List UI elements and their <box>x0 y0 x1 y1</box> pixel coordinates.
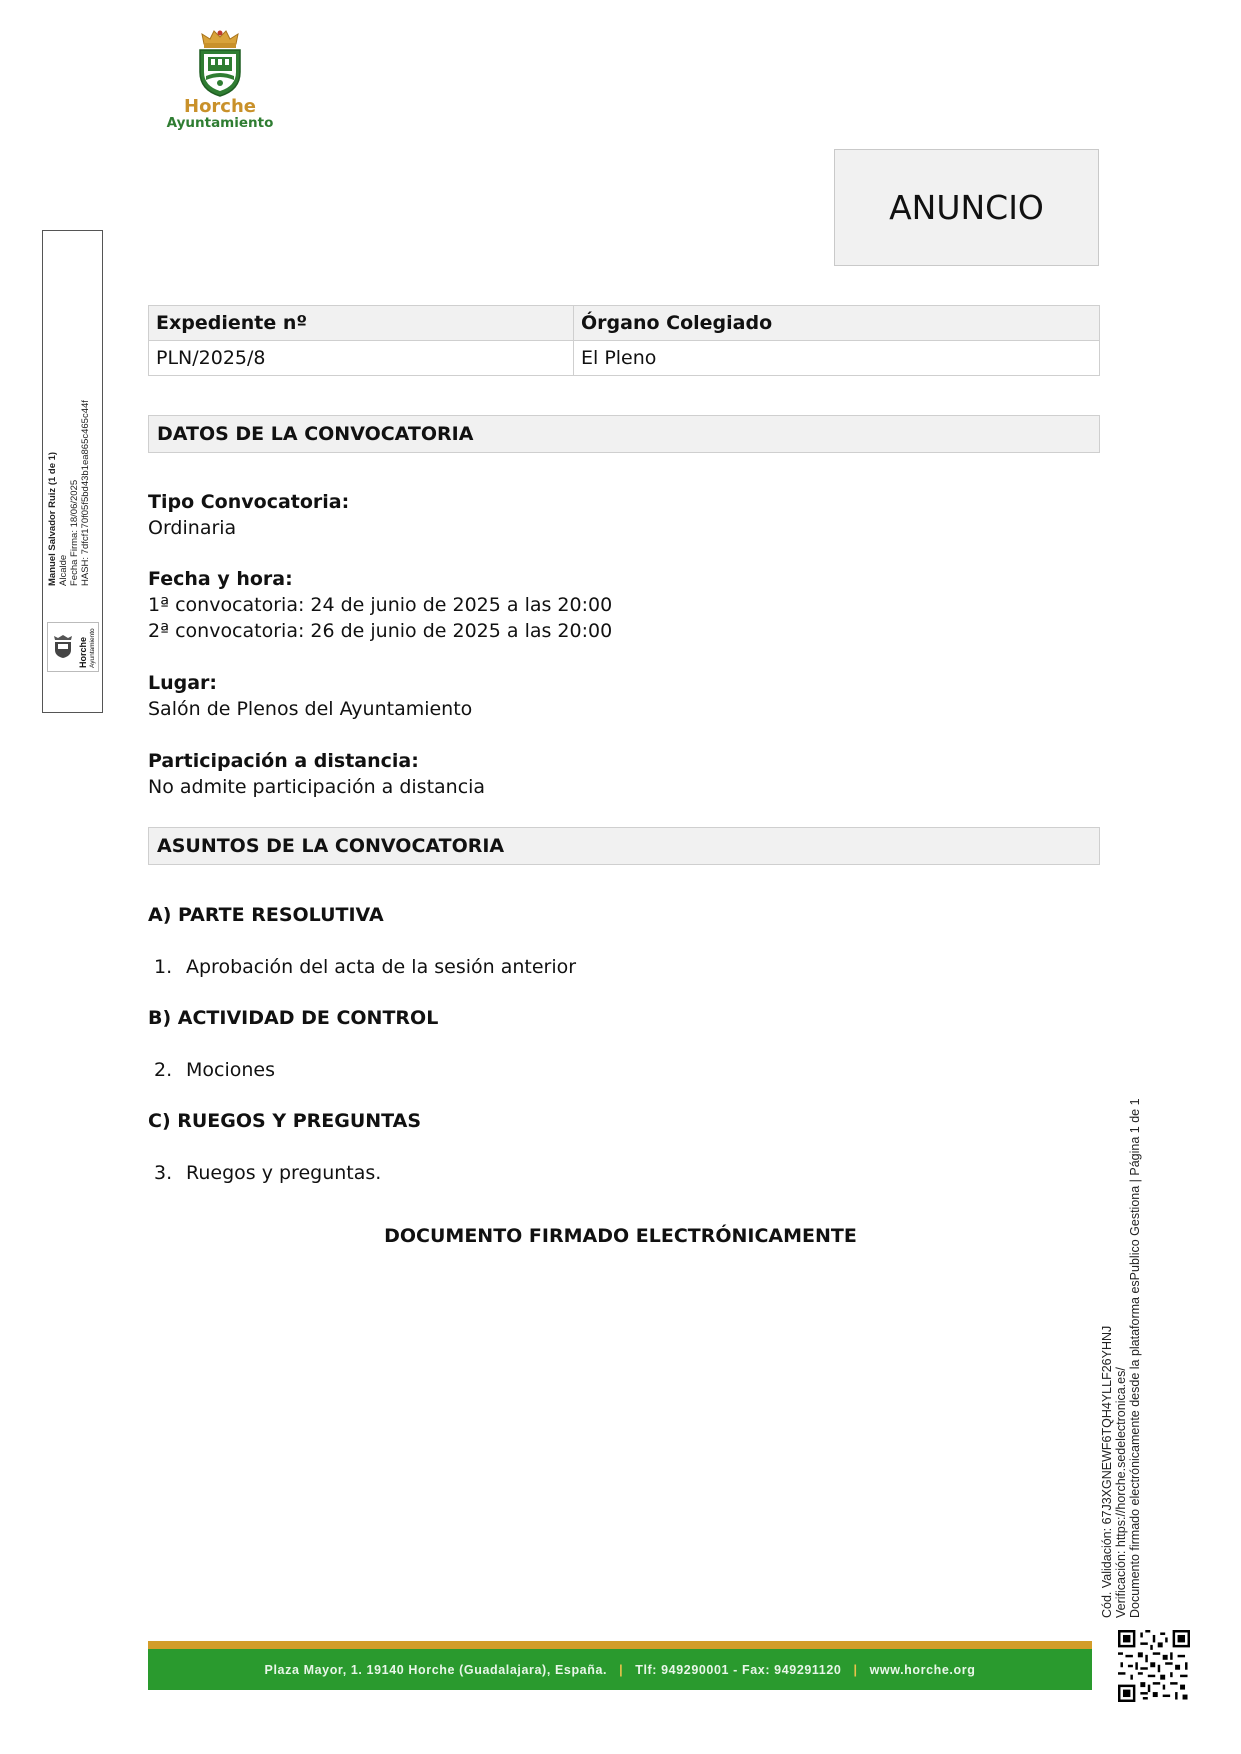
cell-organo: El Pleno <box>574 341 1100 376</box>
fecha-label: Fecha y hora: <box>148 568 293 590</box>
seal-emblem-icon <box>52 635 74 659</box>
cell-expediente: PLN/2025/8 <box>149 341 574 376</box>
tipo-value: Ordinaria <box>148 517 237 539</box>
list-item <box>0 954 1241 980</box>
list-item <box>0 1160 1241 1186</box>
footer-accent-bar <box>148 1641 1092 1649</box>
signature-seal <box>47 622 99 672</box>
footer-phone: Tlf: 949290001 - Fax: 949291120 <box>635 1662 842 1677</box>
participacion-value: No admite participación a distancia <box>148 776 486 798</box>
coat-of-arms-icon <box>192 28 248 98</box>
item-number: 3. <box>154 1162 173 1184</box>
logo-name: Horche <box>184 96 256 117</box>
fecha-second: 2ª convocatoria: 26 de junio de 2025 a las 20:00 <box>148 620 613 642</box>
footer-separator: | <box>619 1662 624 1677</box>
item-number: 1. <box>154 956 173 978</box>
table-row <box>149 341 1100 376</box>
validation-url: Verificación: https://horche.sedelectronica.es/ <box>1114 1367 1128 1618</box>
qr-code-icon <box>1118 1630 1190 1702</box>
document-title: ANUNCIO <box>834 149 1099 266</box>
header-expediente: Expediente nº <box>149 306 574 341</box>
signer-name: Manuel Salvador Ruiz (1 de 1) <box>47 451 58 586</box>
logo-subtitle: Ayuntamiento <box>166 115 274 131</box>
section-asuntos-heading: ASUNTOS DE LA CONVOCATORIA <box>148 827 1100 865</box>
validation-platform: Documento firmado electrónicamente desde la plataforma esPublico Gestiona | Página 1 de 1 <box>1128 1098 1142 1618</box>
section-datos-heading: DATOS DE LA CONVOCATORIA <box>148 415 1100 453</box>
signer-role: Alcalde <box>58 554 69 586</box>
fecha-first: 1ª convocatoria: 24 de junio de 2025 a las 20:00 <box>148 594 613 616</box>
signed-notice: DOCUMENTO FIRMADO ELECTRÓNICAMENTE <box>384 1225 857 1247</box>
item-label: Aprobación del acta de la sesión anterior <box>186 956 577 978</box>
header-organo: Órgano Colegiado <box>574 306 1100 341</box>
table-header-row <box>149 306 1100 341</box>
municipal-logo <box>165 28 275 136</box>
expediente-table <box>148 305 1100 376</box>
validation-code: Cód. Validación: 67J3XGNEWF6TQH4YLLF26YHNJ <box>1100 1325 1114 1618</box>
signature-date: Fecha Firma: 18/06/2025 <box>69 479 80 586</box>
part-heading: A) PARTE RESOLUTIVA <box>148 904 384 926</box>
signature-hash: HASH: 7dfcf170f05f5bd43b1ea865c465c44f <box>80 400 91 586</box>
footer-bar <box>148 1649 1092 1690</box>
lugar-value: Salón de Plenos del Ayuntamiento <box>148 698 473 720</box>
lugar-label: Lugar: <box>148 672 218 694</box>
seal-name: Horche <box>78 636 88 668</box>
list-item <box>0 1057 1241 1083</box>
tipo-label: Tipo Convocatoria: <box>148 491 350 513</box>
part-heading: B) ACTIVIDAD DE CONTROL <box>148 1007 439 1029</box>
item-label: Mociones <box>186 1059 275 1081</box>
item-number: 2. <box>154 1059 173 1081</box>
seal-subtitle: Ayuntamiento <box>89 628 96 668</box>
footer-address: Plaza Mayor, 1. 19140 Horche (Guadalajara), España. <box>264 1662 608 1677</box>
footer-separator: | <box>853 1662 858 1677</box>
item-label: Ruegos y preguntas. <box>186 1162 382 1184</box>
footer-web: www.horche.org <box>869 1662 976 1677</box>
participacion-label: Participación a distancia: <box>148 750 419 772</box>
part-heading: C) RUEGOS Y PREGUNTAS <box>148 1110 422 1132</box>
